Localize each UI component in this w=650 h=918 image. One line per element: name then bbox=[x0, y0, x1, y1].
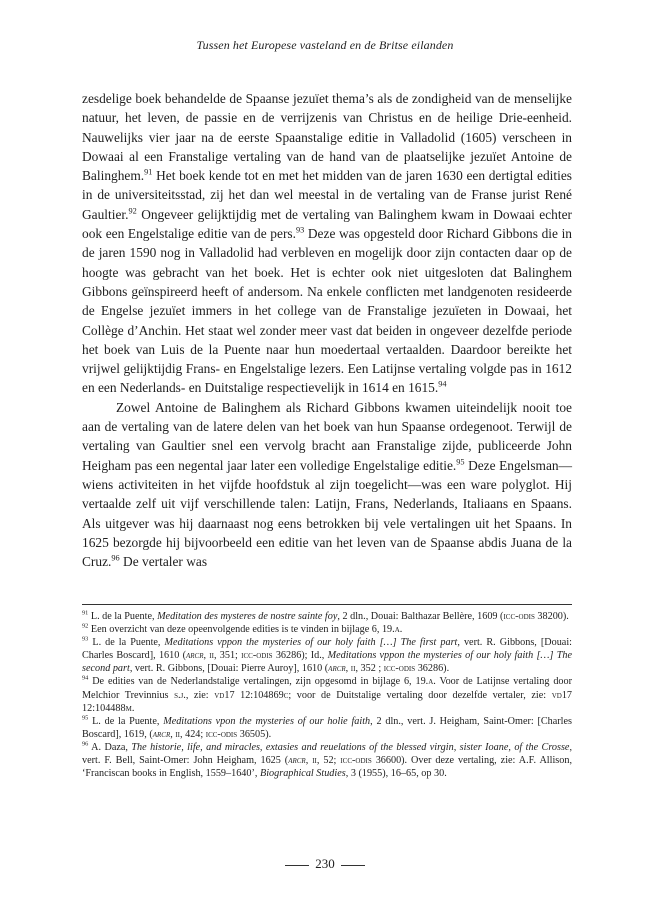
italic-text: Meditation des mysteres de nostre sainte foy bbox=[157, 611, 338, 622]
paragraph bbox=[82, 89, 572, 398]
small-caps-text: ii bbox=[209, 650, 214, 662]
text-run: Deze Engelsman—wiens activiteiten in het vijfde hoofdstuk al zijn toegelicht—was een ware polyglot. Hij vertaalde zelf uit vijf verschillende talen: Latijn, Frans, Nederlands, Italiaans en Spaans. Als uitgever was hij daarnaast nog eens betrokken bij vele vertalingen uit het Spaans. In 1625 bezorgde hij bijvoorbeeld een editie van het leven van de Spaanse abdis Juana de la Cruz. bbox=[82, 457, 572, 570]
text-run: Ongeveer gelijktijdig met de vertaling van Balinghem kwam in Dowaai echter ook een Engelstalige editie van de pers. bbox=[82, 206, 572, 242]
footnotes bbox=[82, 610, 572, 780]
small-caps-text: vd bbox=[551, 689, 562, 701]
italic-text: arcr bbox=[185, 650, 204, 662]
text-run: , vert. R. Gibbons, [Douai: Pierre Auroy], 1610 ( bbox=[129, 663, 329, 675]
text-run: De edities van de Nederlandstalige vertalingen, zijn opgesomd in bijlage 6, 19. bbox=[88, 676, 429, 688]
body-text bbox=[82, 89, 572, 571]
text-run: , bbox=[305, 755, 313, 767]
italic-text: arcr bbox=[288, 755, 306, 767]
note-reference: 91 bbox=[144, 167, 153, 177]
italic-text: Meditations vppon the mysteries of our holy faith […] The second part bbox=[82, 650, 572, 675]
page-number-row bbox=[0, 856, 650, 872]
small-caps-text: icc-odis bbox=[205, 728, 238, 740]
small-caps-text: vd bbox=[214, 689, 225, 701]
footnote-94 bbox=[82, 675, 572, 714]
small-caps-text: ii bbox=[350, 663, 356, 675]
italic-text: arcr bbox=[152, 728, 171, 740]
text-run: 36505). bbox=[237, 728, 272, 740]
note-reference: 96 bbox=[111, 553, 120, 563]
page-number-rule-left bbox=[285, 865, 309, 866]
text-run: Zowel Antoine de Balinghem als Richard Gibbons kwamen uiteindelijk nooit toe aan de vertaling van de latere delen van het boek van hun Spaanse ordegenoot. Terwijl de vertaling van Gaultier snel een vervolg bracht aan Franstalige zijde, publiceerde John Heigham pas een negental jaar later een volledige Engelstalige editie. bbox=[82, 399, 572, 473]
text-run: , bbox=[170, 728, 176, 740]
text-run: Een overzicht van deze opeenvolgende edities is te vinden in bijlage 6, 19. bbox=[88, 624, 395, 636]
italic-text: The historie, life, and miracles, extasies and reuelations of the blessed virgin, sister Ioane, of the Crosse bbox=[131, 741, 570, 753]
small-caps-text: ii bbox=[175, 728, 180, 740]
text-run: 17 12:104869 bbox=[224, 689, 284, 701]
footnote-92 bbox=[82, 623, 572, 636]
note-reference: 95 bbox=[82, 714, 89, 722]
text-run: , bbox=[203, 650, 210, 662]
small-caps-text: icc-odis bbox=[503, 611, 535, 622]
text-run: 36600). Over deze vertaling, zie: A.F. Allison, ‘Franciscan books in English, 1559–1640’, bbox=[82, 755, 572, 780]
text-run: , vert. R. Gibbons, [Douai: Charles Boscard], 1610 ( bbox=[82, 637, 572, 662]
footnote-91 bbox=[82, 610, 572, 623]
note-reference: 96 bbox=[82, 740, 89, 748]
text-run: L. de la Puente, bbox=[88, 637, 165, 649]
footnote-96 bbox=[82, 741, 572, 780]
small-caps-text: icc-odis bbox=[241, 650, 273, 662]
text-run: A. Daza, bbox=[88, 741, 132, 753]
text-run: , 351; bbox=[213, 650, 242, 662]
italic-text: Meditations vpon the mysteries of our holie faith bbox=[163, 715, 371, 727]
text-run: , 3 (1955), 16–65, op 30. bbox=[345, 768, 447, 780]
text-run: . Voor de Latijnse vertaling door Melchior Trevinnius bbox=[82, 676, 572, 701]
small-caps-text: s.j. bbox=[174, 689, 186, 701]
page-number: 230 bbox=[315, 856, 335, 871]
note-reference: 91 bbox=[82, 609, 89, 617]
note-reference: 95 bbox=[456, 457, 465, 467]
text-run: 36286). bbox=[415, 663, 450, 675]
text-run: 38200). bbox=[534, 611, 569, 622]
small-caps-text: icc-odis bbox=[340, 755, 372, 767]
text-run: zesdelige boek behandelde de Spaanse jezuïet thema’s als de zondigheid van de menselijke natuur, het leven, de passie en de verrijzenis van Christus en de heilige Drie-eenheid. Nauwelijks vier jaar na de eerste Spaanstalige editie in Valladolid (1605) verscheen in Dowaai al een Franstalige vertaling van de hand van de plaatselijke jezuïet Antoine de Balinghem. bbox=[82, 91, 572, 184]
small-caps-text: a bbox=[428, 676, 434, 688]
paragraph bbox=[82, 398, 572, 572]
text-run: De vertaler was bbox=[119, 554, 208, 570]
text-run: L. de la Puente, bbox=[88, 611, 158, 622]
text-run: , 424; bbox=[180, 728, 206, 740]
text-run: 36286); Id., bbox=[272, 650, 328, 662]
italic-text: Biographical Studies bbox=[259, 768, 346, 780]
text-run: , 352 ; bbox=[355, 663, 384, 675]
note-reference: 92 bbox=[82, 622, 89, 630]
text-run: , 2 dln., vert. J. Heigham, Saint-Omer: [Charles Boscard], 1619, ( bbox=[82, 715, 572, 740]
small-caps-text: ii bbox=[312, 755, 317, 767]
text-run: . bbox=[131, 702, 135, 714]
small-caps-text: c bbox=[283, 689, 289, 701]
text-run: , zie: bbox=[185, 689, 215, 701]
note-reference: 93 bbox=[82, 635, 89, 643]
note-reference: 94 bbox=[82, 675, 89, 683]
small-caps-text: icc-odis bbox=[383, 663, 416, 675]
running-head: Tussen het Europese vasteland en de Britse eilanden bbox=[196, 38, 454, 52]
small-caps-text: a bbox=[394, 624, 400, 636]
italic-text: arcr bbox=[328, 663, 346, 675]
text-run: Het boek kende tot en met het midden van de jaren 1630 een dertigtal edities in de universiteitsstad, zij het dan wel meestal in de vertaling van de Franse jurist René Gaultier. bbox=[82, 168, 572, 222]
footnote-95 bbox=[82, 715, 572, 741]
text-run: , vert. F. Bell, Saint-Omer: John Heigham, 1625 ( bbox=[82, 741, 572, 767]
text-run: L. de la Puente, bbox=[88, 715, 164, 727]
text-run: . bbox=[399, 624, 403, 636]
footnote-separator bbox=[82, 604, 572, 605]
note-reference: 94 bbox=[438, 379, 447, 389]
text-run: Deze was opgesteld door Richard Gibbons die in de jaren 1590 nog in Valladolid had verbleven en mogelijk door zijn contacten daar op de hoogte was gebracht van het boek. Het is echter ook niet uitgesloten dat Balinghem Gibbons geïnspireerd heeft of andersom. Na enkele conflicten met landgenoten resideerde de Engelse jezuïet immers in het college van de Franstalige jezuïeten in Dowaai, het Collège d’Anchin. Het staat wel zonder meer vast dat beiden in ongeveer dezelfde periode het boek van Luis de la Puente naar hun moedertaal vertaalden. Daardoor bereikte het vrijwel gelijktijdig Frans- en Engelstalige lezers. Een Latijnse vertaling volgde pas in 1612 en een Nederlands- en Duitstalige respectievelijk in 1614 en 1615. bbox=[82, 226, 572, 396]
text-run: , bbox=[345, 663, 351, 675]
small-caps-text: m bbox=[125, 702, 132, 714]
text-run: , 52; bbox=[316, 755, 341, 767]
text-run: , 2 dln., Douai: Balthazar Bellère, 1609 ( bbox=[337, 611, 504, 622]
italic-text: Meditations vppon the mysteries of our holy faith […] The first part bbox=[164, 637, 458, 649]
note-reference: 93 bbox=[295, 225, 305, 235]
text-run: ; voor de Duitstalige vertaling door dezelfde vertaler, zie: bbox=[288, 689, 552, 701]
page-number-rule-right bbox=[341, 865, 365, 866]
text-run: 17 12:104488 bbox=[82, 689, 572, 714]
footnote-93 bbox=[82, 636, 572, 675]
note-reference: 92 bbox=[128, 206, 137, 216]
